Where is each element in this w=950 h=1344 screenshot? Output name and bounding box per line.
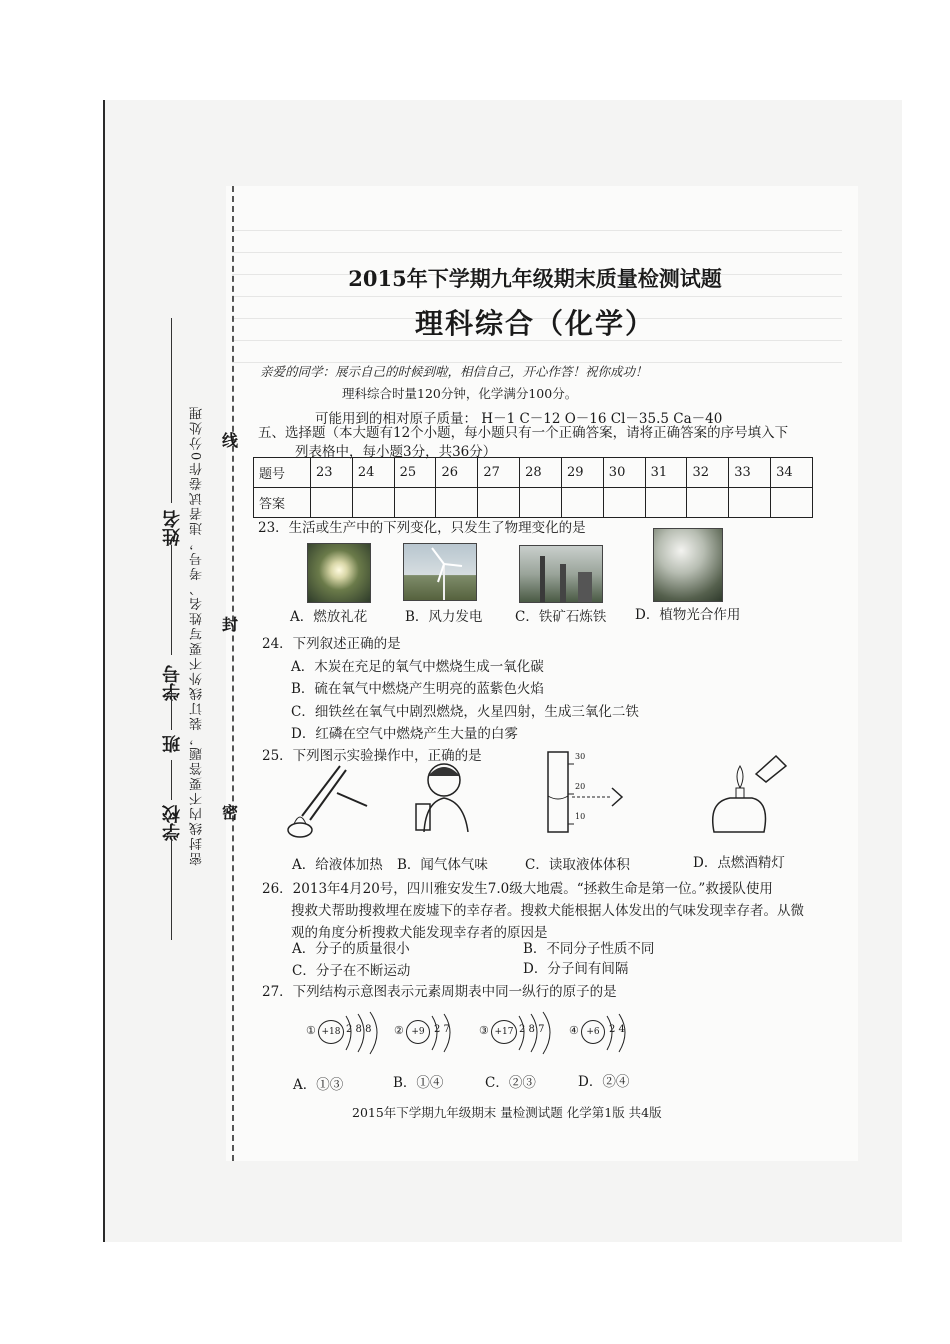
exam-subtitle: 理科综合（化学） bbox=[414, 307, 655, 340]
q26-stem-1: 26．2013年4月20号，四川雅安发生7.0级大地震。“拯救生命是第一位。”救援队使用 bbox=[262, 881, 773, 897]
q27-stem: 27．下列结构示意图表示元素周期表中同一纵行的原子的是 bbox=[262, 984, 617, 1000]
class-fill-line bbox=[171, 690, 172, 730]
name-label: 姓名 bbox=[162, 510, 183, 546]
time-score-note: 理科综合时量120分钟，化学满分100分。 bbox=[342, 386, 578, 401]
question-number: 29 bbox=[561, 458, 603, 488]
q23-option-d: D．植物光合作用 bbox=[635, 607, 741, 623]
q26-stem-2: 搜救犬帮助搜救埋在废墟下的幸存者。搜救犬能根据人体发出的气味发现幸存者。从微 bbox=[291, 903, 804, 919]
test-tube-heating-icon bbox=[282, 758, 372, 840]
question-number: 28 bbox=[520, 458, 562, 488]
cylinder-tick-10: 10 bbox=[575, 812, 586, 821]
seal-dashed-line bbox=[232, 186, 234, 1161]
q26-option-d: D．分子间有间隔 bbox=[523, 961, 629, 977]
seal-mark-seal: 封 bbox=[222, 615, 239, 634]
seal-mark-secret: 密 bbox=[222, 803, 239, 822]
school-label: 学校 bbox=[162, 805, 183, 841]
section-heading: 五、选择题（本大题有12个小题，每小题只有一个正确答案，请将正确答案的序号填入下 bbox=[258, 425, 789, 441]
question-number: 32 bbox=[687, 458, 729, 488]
question-number: 25 bbox=[394, 458, 436, 488]
atom-nucleus: +18 bbox=[318, 1020, 344, 1044]
q27-option-a: A．①③ bbox=[293, 1077, 344, 1093]
question-number: 24 bbox=[352, 458, 394, 488]
q27-option-b: B．①④ bbox=[393, 1075, 444, 1091]
answer-cell[interactable] bbox=[771, 488, 813, 518]
q23-option-c: C．铁矿石炼铁 bbox=[515, 609, 607, 625]
class-label: 班 bbox=[162, 735, 183, 753]
binding-warning: 密封线内不要答题，装订线外不要写姓名、考号，违者试卷作0分处理 bbox=[190, 405, 205, 866]
q25-option-c: C．读取液体体积 bbox=[525, 857, 630, 873]
answer-cell[interactable] bbox=[729, 488, 771, 518]
atom-nucleus: +6 bbox=[581, 1020, 605, 1044]
q24-option-c: C．细铁丝在氧气中剧烈燃烧，火星四射，生成三氧化二铁 bbox=[291, 704, 639, 720]
answer-cell[interactable] bbox=[687, 488, 729, 518]
smelling-gas-icon bbox=[402, 758, 480, 832]
question-number: 30 bbox=[603, 458, 645, 488]
answer-table bbox=[253, 457, 813, 518]
q26-option-a: A．分子的质量很小 bbox=[292, 941, 410, 957]
factory-icon bbox=[520, 546, 602, 602]
q25-option-b: B．闻气体气味 bbox=[397, 857, 488, 873]
name-fill-line bbox=[171, 318, 172, 503]
question-number: 26 bbox=[436, 458, 478, 488]
q27-option-c: C．②③ bbox=[485, 1075, 536, 1091]
atom-nucleus: +9 bbox=[406, 1020, 430, 1044]
answer-cell[interactable] bbox=[436, 488, 478, 518]
cylinder-tick-20: 20 bbox=[575, 782, 586, 791]
atom-label: ④ bbox=[569, 1024, 579, 1037]
q23-option-b: B．风力发电 bbox=[405, 609, 483, 625]
atom-structure-1 bbox=[306, 1010, 388, 1060]
electron-shells: 2 8 7 bbox=[519, 1024, 545, 1035]
bleed-through-texture bbox=[232, 230, 842, 370]
greeting: 亲爱的同学：展示自己的时候到啦，相信自己，开心作答！祝你成功！ bbox=[260, 364, 648, 379]
shell-arcs-icon bbox=[428, 1010, 464, 1056]
q27-option-d: D．②④ bbox=[578, 1074, 630, 1090]
q25-stem: 25．下列图示实验操作中，正确的是 bbox=[262, 748, 482, 764]
school-fill-line bbox=[171, 840, 172, 940]
ironworks-photo bbox=[519, 545, 603, 603]
wind-turbine-photo bbox=[403, 543, 477, 601]
electron-shells: 2 7 bbox=[434, 1024, 450, 1035]
q26-option-b: B．不同分子性质不同 bbox=[523, 941, 655, 957]
number-fill-line bbox=[171, 545, 172, 655]
answer-cell[interactable] bbox=[603, 488, 645, 518]
electron-shells: 2 4 bbox=[609, 1024, 625, 1035]
exam-title: 2015年下学期九年级期末质量检测试题 bbox=[348, 266, 722, 291]
student-number-label: 学号 bbox=[162, 665, 183, 701]
atom-label: ① bbox=[306, 1024, 316, 1037]
section-heading-cont: 列表格中，每小题3分，共36分） bbox=[295, 444, 497, 460]
answer-table-answer-row bbox=[254, 488, 813, 518]
seal-mark-line: 线 bbox=[222, 431, 239, 450]
question-number: 23 bbox=[311, 458, 353, 488]
answer-cell[interactable] bbox=[394, 488, 436, 518]
atom-structure-2 bbox=[394, 1010, 472, 1060]
atomic-mass-note: 可能用到的相对原子质量： H－1 C－12 O－16 Cl－35.5 Ca－40 bbox=[315, 411, 723, 427]
q26-option-c: C．分子在不断运动 bbox=[292, 963, 411, 979]
q26-stem-3: 观的角度分析搜救犬能发现幸存者的原因是 bbox=[291, 925, 548, 941]
q24-option-b: B．硫在氧气中燃烧产生明亮的蓝紫色火焰 bbox=[291, 681, 544, 697]
q23-stem: 23．生活或生产中的下列变化，只发生了物理变化的是 bbox=[258, 520, 586, 536]
answer-cell[interactable] bbox=[520, 488, 562, 518]
wind-turbine-icon bbox=[404, 544, 476, 600]
atom-label: ② bbox=[394, 1024, 404, 1037]
electron-shells: 2 8 8 bbox=[346, 1024, 372, 1035]
answer-cell[interactable] bbox=[352, 488, 394, 518]
atom-structure-4 bbox=[569, 1010, 641, 1060]
page-footer: 2015年下学期九年级期末 量检测试题 化学第1版 共4版 bbox=[352, 1105, 662, 1120]
question-number: 27 bbox=[478, 458, 520, 488]
question-number: 34 bbox=[771, 458, 813, 488]
atom-label: ③ bbox=[479, 1024, 489, 1037]
q23-option-a: A．燃放礼花 bbox=[290, 609, 368, 625]
school-fill-line-top bbox=[171, 760, 172, 800]
measuring-cylinder-icon bbox=[538, 750, 628, 834]
q24-stem: 24．下列叙述正确的是 bbox=[262, 636, 401, 652]
atom-structure-3 bbox=[479, 1010, 561, 1060]
alcohol-lamp-icon bbox=[700, 752, 788, 836]
plant-leaf-photo bbox=[653, 528, 723, 602]
q25-option-a: A．给液体加热 bbox=[292, 857, 383, 873]
table-header-answer: 答案 bbox=[254, 488, 311, 518]
shell-arcs-icon bbox=[603, 1010, 639, 1056]
atom-nucleus: +17 bbox=[491, 1020, 517, 1044]
answer-cell[interactable] bbox=[311, 488, 353, 518]
cylinder-tick-30: 30 bbox=[575, 752, 586, 761]
q24-option-a: A．木炭在充足的氧气中燃烧生成一氧化碳 bbox=[291, 659, 544, 675]
shell-arcs-icon bbox=[342, 1010, 388, 1056]
answer-cell[interactable] bbox=[478, 488, 520, 518]
shell-arcs-icon bbox=[515, 1010, 561, 1056]
answer-cell[interactable] bbox=[645, 488, 687, 518]
q24-option-d: D．红磷在空气中燃烧产生大量的白雾 bbox=[291, 726, 518, 742]
q25-option-d: D．点燃酒精灯 bbox=[693, 855, 785, 871]
fireworks-photo bbox=[307, 543, 371, 603]
answer-table-number-row bbox=[254, 458, 813, 488]
question-number: 33 bbox=[729, 458, 771, 488]
table-header-number: 题号 bbox=[254, 458, 311, 488]
question-number: 31 bbox=[645, 458, 687, 488]
answer-cell[interactable] bbox=[561, 488, 603, 518]
